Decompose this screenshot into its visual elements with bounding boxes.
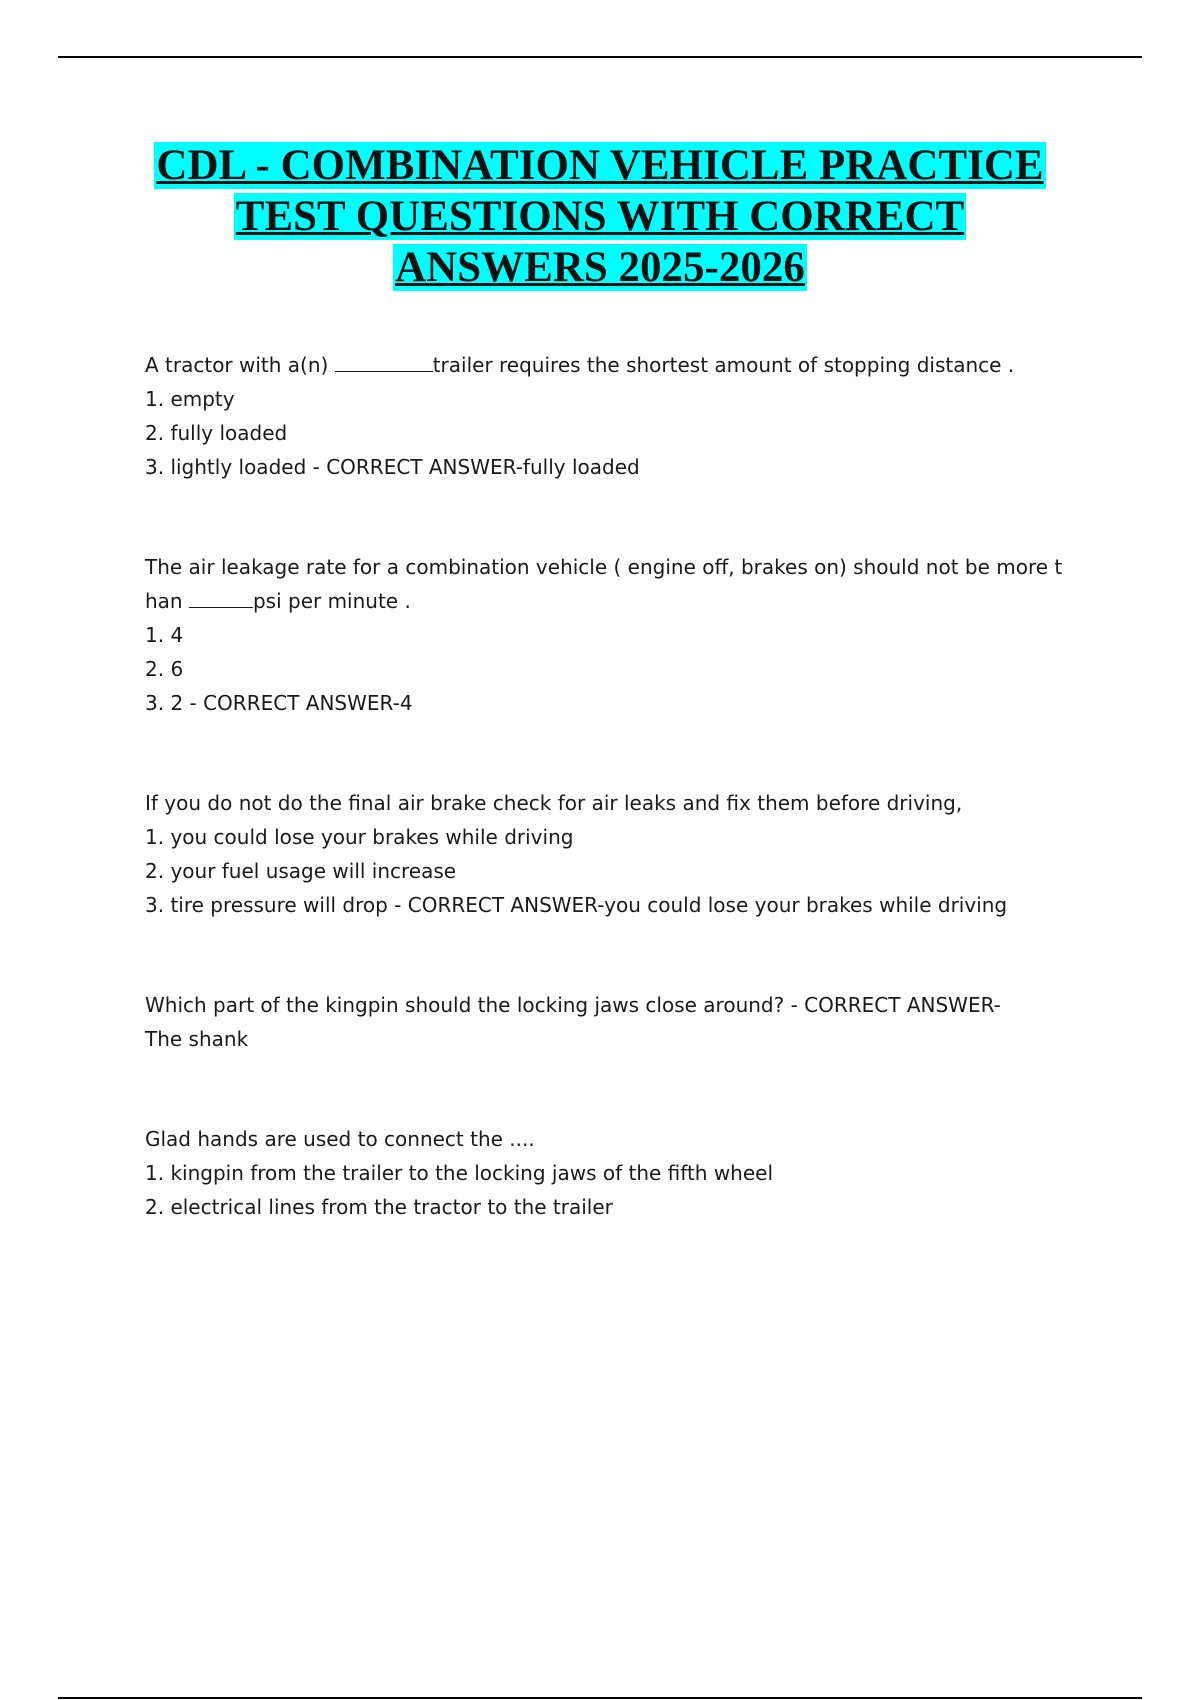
option-item: 1. you could lose your brakes while driving	[145, 825, 574, 849]
option-item: 2. electrical lines from the tractor to the trailer	[145, 1195, 613, 1219]
question-stem: A tractor with a(n) trailer requires the shortest amount of stopping distance .	[145, 348, 1095, 382]
document-title	[120, 140, 1080, 293]
question-block-2	[145, 550, 1095, 720]
answer-blank	[335, 349, 433, 372]
question-block-5	[145, 1122, 1095, 1224]
question-stem-line-1: Which part of the kingpin should the locking jaws close around? - CORRECT ANSWER-	[145, 993, 1001, 1017]
title-line-3: ANSWERS 2025-2026	[395, 244, 805, 291]
option-item: 1. kingpin from the trailer to the locking jaws of the fifth wheel	[145, 1161, 774, 1185]
answer-blank	[189, 585, 253, 608]
title-line-2: TEST QUESTIONS WITH CORRECT	[235, 193, 965, 240]
footer-rule	[58, 1697, 1142, 1699]
question-answer-line: The shank	[145, 1027, 249, 1051]
header-rule	[58, 56, 1142, 58]
question-stem-line-2: han psi per minute .	[145, 584, 1095, 618]
question-stem: If you do not do the final air brake check for air leaks and fix them before driving,	[145, 791, 963, 815]
option-item: 2. 6	[145, 657, 184, 681]
option-item: 2. fully loaded	[145, 421, 288, 445]
option-item-answer: 3. tire pressure will drop - CORRECT ANSWER-you could lose your brakes while driving	[145, 893, 1008, 917]
title-line-1: CDL - COMBINATION VEHICLE PRACTICE	[156, 142, 1044, 189]
option-item: 1. empty	[145, 387, 235, 411]
option-item: 1. 4	[145, 623, 184, 647]
question-block-4	[145, 988, 1095, 1056]
question-block-1	[145, 348, 1095, 484]
document-body	[145, 348, 1095, 1290]
option-item-answer: 3. lightly loaded - CORRECT ANSWER-fully loaded	[145, 455, 640, 479]
question-stem-line-1: The air leakage rate for a combination vehicle ( engine off, brakes on) should not be more t	[145, 555, 1063, 579]
option-item: 2. your fuel usage will increase	[145, 859, 457, 883]
question-stem: Glad hands are used to connect the ....	[145, 1127, 535, 1151]
option-item-answer: 3. 2 - CORRECT ANSWER-4	[145, 691, 413, 715]
question-block-3	[145, 786, 1095, 922]
